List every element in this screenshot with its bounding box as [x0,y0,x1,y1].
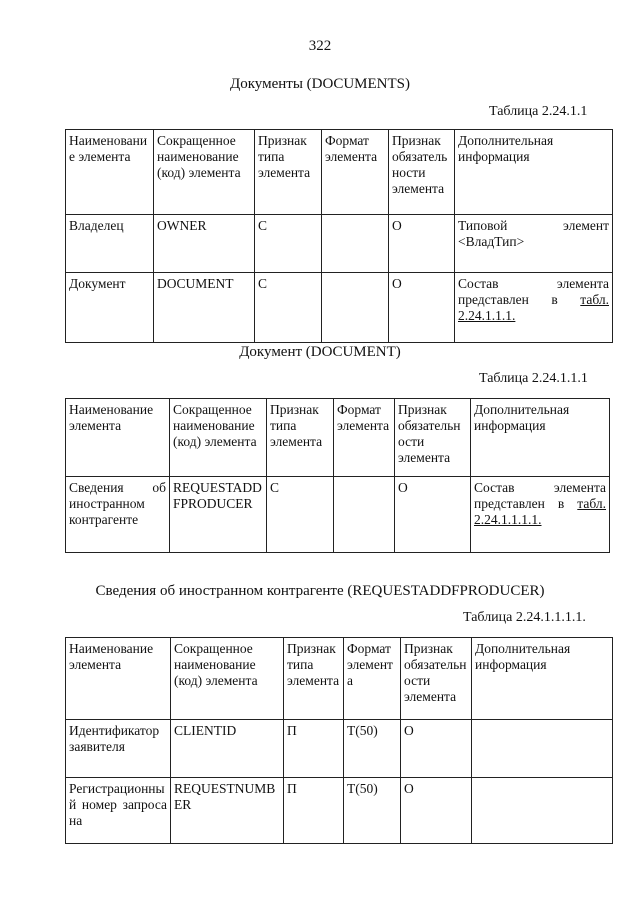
table-cell: Регистрационный номер запроса на [66,778,171,844]
header-cell: Дополнительная информация [455,130,613,215]
table-cell: О [401,720,472,778]
header-cell: Признак типа элемента [255,130,322,215]
table-header-row [66,130,613,215]
table-label-document: Таблица 2.24.1.1.1 [479,371,588,386]
table-document [65,398,610,553]
table-cell [472,778,613,844]
table-cell: С [255,273,322,343]
header-cell: Наименование элемента [66,130,154,215]
table-documents [65,129,613,343]
table-cell: Типовой элемент <ВладТип> [455,215,613,273]
header-cell: Дополнительная информация [472,638,613,720]
table-cell: Идентификатор заявителя [66,720,171,778]
table-header-row [66,399,610,477]
page-number: 322 [308,38,332,54]
table-cell: Сведения об иностранном контрагенте [66,477,170,553]
table-cell: О [389,215,455,273]
section-title-document: Документ (DOCUMENT) [239,344,401,360]
table-cell [322,273,389,343]
table-row [66,215,613,273]
table-row [66,273,613,343]
header-cell: Сокращенное наименование (код) элемента [154,130,255,215]
header-cell: Формат элемента [322,130,389,215]
table-cell: Владелец [66,215,154,273]
header-cell: Формат элемента [334,399,395,477]
table-cell: О [395,477,471,553]
section-title-requestaddfproducer: Сведения об иностранном контрагенте (REQUESTADDFPRODUCER) [95,583,545,599]
header-cell: Формат элемента [344,638,401,720]
table-header-row [66,638,613,720]
table-requestaddfproducer [65,637,613,844]
header-cell: Признак типа элемента [284,638,344,720]
table-cell: П [284,720,344,778]
header-cell: Признак обязательности элемента [395,399,471,477]
table-cell: О [389,273,455,343]
table-cell [472,720,613,778]
table-cell-link: Состав элемента представлен в табл. 2.24.1.1.1.1. [471,477,610,553]
table-cell [334,477,395,553]
header-cell: Признак обязательности элемента [401,638,472,720]
table-label-requestaddfproducer: Таблица 2.24.1.1.1.1. [463,610,586,625]
table-cell: OWNER [154,215,255,273]
table-cell: О [401,778,472,844]
table-reference: табл. 2.24.1.1.1. [458,292,609,323]
table-cell: П [284,778,344,844]
table-reference: табл. 2.24.1.1.1.1. [474,496,606,527]
table-cell [322,215,389,273]
table-row [66,778,613,844]
table-cell: С [255,215,322,273]
table-cell: T(50) [344,720,401,778]
header-cell: Сокращенное наименование (код) элемента [171,638,284,720]
table-cell: T(50) [344,778,401,844]
table-cell: CLIENTID [171,720,284,778]
table-label-documents: Таблица 2.24.1.1 [489,104,588,119]
header-cell: Признак типа элемента [267,399,334,477]
table-cell: Документ [66,273,154,343]
header-cell: Признак обязательности элемента [389,130,455,215]
section-title-documents: Документы (DOCUMENTS) [230,76,410,92]
table-cell: С [267,477,334,553]
header-cell: Сокращенное наименование (код) элемента [170,399,267,477]
table-cell: DOCUMENT [154,273,255,343]
header-cell: Наименование элемента [66,638,171,720]
table-cell-link: Состав элемента представлен в табл. 2.24.1.1.1. [455,273,613,343]
header-cell: Наименование элемента [66,399,170,477]
table-row [66,720,613,778]
table-cell: REQUESTNUMBER [171,778,284,844]
table-cell: REQUESTADDFPRODUCER [170,477,267,553]
table-row [66,477,610,553]
header-cell: Дополнительная информация [471,399,610,477]
